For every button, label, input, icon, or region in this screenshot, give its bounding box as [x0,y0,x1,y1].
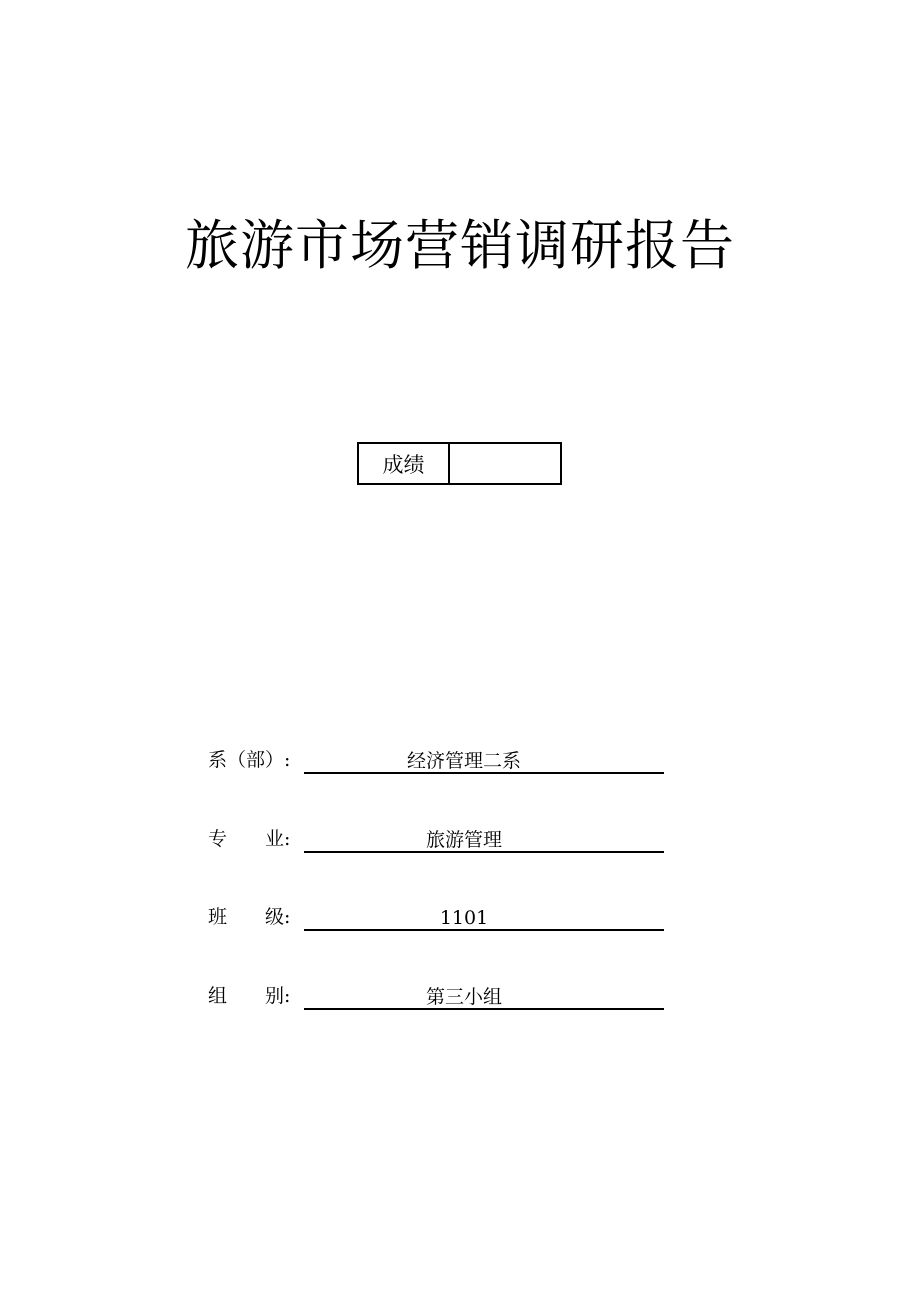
class-label: 班 级: [208,906,291,928]
major-label: 专 业: [208,828,291,850]
department-value: 经济管理二系 [304,748,664,774]
group-row [208,980,664,1010]
grade-value-cell [450,444,560,483]
grade-label: 成绩 [359,444,450,483]
class-value: 1101 [304,905,664,931]
group-label: 组 别: [208,985,291,1007]
report-title: 旅游市场营销调研报告 [185,214,735,277]
class-row [208,901,664,931]
department-label: 系（部）: [208,749,291,771]
major-row [208,823,664,853]
group-value: 第三小组 [304,984,664,1010]
major-value: 旅游管理 [304,827,664,853]
department-row [208,744,664,774]
grade-table [357,442,562,485]
